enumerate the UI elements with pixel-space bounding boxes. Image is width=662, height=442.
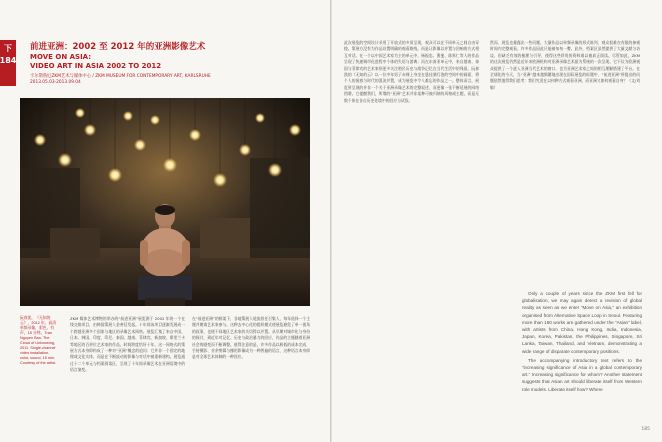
right-page — [332, 0, 662, 442]
section-tab-label: 下 — [4, 44, 12, 53]
title-chinese: 前进亚洲：2002 至 2012 年的亚洲影像艺术 — [30, 42, 206, 52]
article-column: 此次展览的空间设计采用了开放式的多屏呈现，观众可以在不同单元之间自由穿梭。策展方没有为作品设置明确的观看路线，而是让影像以并置与回响的方式相互对话。在一个以中国艺术家为主的单元中，杨振忠、曹斐、陈界仁等人的作品呈现了快速城市化进程中个体的失语与游离；而在东南亚单元中，来自越南、泰国与菲律宾的艺术家则更多关注殖民历史与战争记忆在当代生活中的残留。阮春凯的《无知的云》以一位中年男子赤裸上身坐在悬挂满灯泡的空间中的画面，将个人的困惑与时代的混沌并置，成为展览中令人难忘的作品之一。整体而言，展览所呈现的并非一个关于亚洲录像艺术的完整叙述，而更像一张不断延展的网络图谱。它提醒我们，所谓的“亚洲”艺术并非某种可被归纳的风格或主题，而是无数个体在各自历史处境中的回应与试验。 — [344, 40, 479, 103]
page-number: 185 — [641, 427, 650, 432]
article-column: ZKM 媒体艺术博物馆举办的“前进亚洲”展览源于 2002 年的一个在线交换项目，由韩国策展人金善廷发起。十年间该项目逐渐发展成一个跨越亚洲多个国家与地区的录像艺术网络。展览汇集了来自中国、日本、韩国、印度、印尼、泰国、越南、菲律宾、新加坡、斯里兰卡等地区的百余位艺术家的作品，时间跨度恰好十年。这一网络式的策展方式本身即构成了一种对“亚洲”概念的追问：它并非一个固定的地理或文化实体，而是在不断流动的影像与对话中被重新建构。展览通过十二个单元与档案阅读区，呈现了十年间录像艺术在亚洲语境中的语言演变。 — [70, 316, 185, 373]
title-english-line1: MOVE ON ASIA: — [30, 53, 92, 61]
exhibition-info — [30, 74, 211, 86]
section-tab — [0, 40, 16, 86]
venue-line: 卡尔斯鲁厄ZKM艺术与媒体中心 / ZKM MUSEUM FOR CONTEMPORARY ART, KARLSRUHE — [30, 74, 211, 79]
article-column: 在“前进亚洲”的框架下，各地策展人轮流担任召集人，每年选择一个主题并邀请艺术家参与。这种去中心化的组织模式使展览避免了单一视角的叙事，也使不同地区艺术家的关切得以并置。从早期对城市化与身份的探讨，到近年对记忆、历史与政治暴力的回应，作品的主题随着亚洲社会的剧变而不断调整。值得注意的是，许多作品以极低的成本完成，手持摄影、业余剪辑与挪用影像成为一种普遍的语言，这种语言本身即是对全球艺术体制的一种回应。 — [192, 316, 310, 360]
lightbulb-room-image — [20, 98, 310, 306]
left-page — [0, 0, 330, 442]
article-column: 然而，展览也暴露出一些问题。大量作品以单频录像的形式陈列，观众很难在有限的参观时间内完整观看，许多作品因此只能被匆匆一瞥。此外，档案区虽然提供了大量文献与访谈，但缺乏有效的梳理与引导，使得这些珍贵的资料难以被真正阅读。尽管如此，ZKM 的这次展览仍然是近年来欧洲机构对亚洲录像艺术最为系统的一次呈现。它不仅为欧洲观众提供了一个进入亚洲当代艺术的窗口，也为亚洲艺术家之间的相互理解搭建了平台。在全球化的今天，当“亚洲”越来越频繁地出现在国际展览的标题中，“前进亚洲”所提出的问题依然值得我们思考：我们究竟在以何种方式观看亚洲，而亚洲又如何观看自身？（文/刘敏） — [490, 40, 640, 90]
english-paragraph: Only a couple of years since the ZKM first fell for globalisation, we may again detect a revision of global reality as seen as we enter “Move on Asia,” an exhibition organised from Alternative Space Loop in Seoul. Featuring more than 160 works are gathered under the “Asian” label, with artists from China, Hong Kong, India, Indonesia, Japan, Korea, Pakistan, the Philippines, Singapore, Sri Lanka, Taiwan, Thailand, and Vietnam, demonstrating a wide range of disparate contemporary positions. — [522, 291, 642, 354]
english-summary — [522, 290, 642, 395]
exhibition-dates: 2013.05.03-2013.09.04 — [30, 80, 81, 85]
title-english — [30, 53, 161, 71]
artwork-photo — [20, 98, 310, 306]
photo-caption: 阮春凯，《无知的云》，2012 年，高清单频录像，彩色，有声，15 分钟。Tran Nguyen Bao, The Cloud of Unknowing, 2011. Single-channel video installation, color, sound, 15 min. Courtesy of the artist. — [20, 316, 57, 365]
page-number: 184 — [0, 56, 17, 65]
title-english-line2: VIDEO ART IN ASIA 2002 TO 2012 — [30, 62, 162, 70]
english-paragraph: The accompanying introductory text refers to the “increasing significance of Asia in a global contemporary art.” Increasing significance for whom? Another statement suggests that Asian art should liberate itself from Western role models. Liberate itself how? Where — [522, 357, 642, 392]
